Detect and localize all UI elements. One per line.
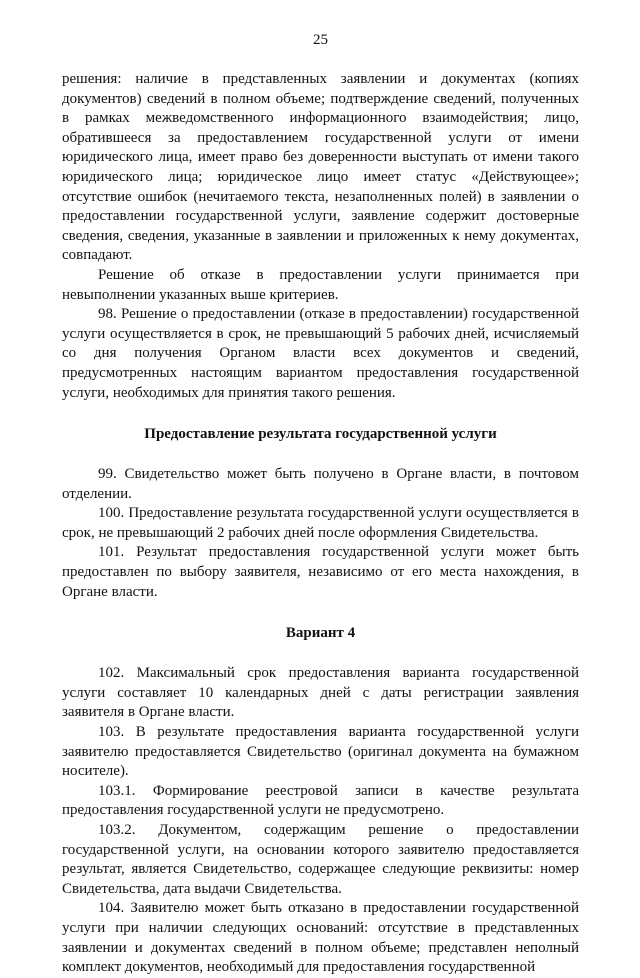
paragraph-101: 101. Результат предоставления государственной услуги может быть предоставлен по выбору заявителя, независимо от его места нахождения, в Органе власти. [62, 544, 579, 600]
section-heading-variant-4: Вариант 4 [285, 625, 356, 642]
paragraph-100: 100. Предоставление результата государственной услуги осуществляется в срок, не превышающий 2 рабочих дней после оформления Свидетельства. [62, 505, 579, 541]
paragraph-103: 103. В результате предоставления варианта государственной услуги заявителю предоставляется Свидетельство (оригинал документа на бумажном носителе). [62, 724, 579, 780]
paragraph-99: 99. Свидетельство может быть получено в Органе власти, в почтовом отделении. [62, 466, 579, 502]
paragraph-98: 98. Решение о предоставлении (отказе в предоставлении) государственной услуги осуществляется в срок, не превышающий 5 рабочих дней, исчисляемый со дня получения Органом власти всех документов и сведений, предусмотренных настоящим вариантом предоставления государственной услуги, необходимых для принятия такого решения. [62, 306, 579, 401]
paragraph-102: 102. Максимальный срок предоставления варианта государственной услуги составляет 10 календарных дней с даты регистрации заявления заявителя в Органе власти. [62, 665, 579, 721]
section-heading-result: Предоставление результата государственной услуги [144, 426, 497, 443]
paragraph-criteria-continued: решения: наличие в представленных заявлении и документах (копиях документов) сведений в полном объеме; подтверждение сведений, полученных в рамках межведомственного информационного взаимодействия; лицо, обратившееся за предоставлением государственной услуги от имени юридического лица, имеет право без доверенности выступать от имени такого юридического лица; юридическое лицо имеет статус «Действующее»; отсутствие ошибок (нечитаемого текста, незаполненных полей) в заявлении о предоставлении государственной услуги, заявление содержит достоверные сведения, сведения, указанные в заявлении и приложенных к нему документах, совпадают. [62, 71, 579, 264]
paragraph-refusal-decision: Решение об отказе в предоставлении услуги принимается при невыполнении указанных выше критериев. [62, 266, 579, 303]
page-number: 25 [313, 32, 328, 48]
paragraph-104: 104. Заявителю может быть отказано в предоставлении государственной услуги при наличии следующих оснований: отсутствие в представленных заявлении и документах сведений в полном объеме; представлен неполный комплект документов, необходимый для предоставления государственной [62, 900, 579, 976]
paragraph-103-1: 103.1. Формирование реестровой записи в качестве результата предоставления государственной услуги не предусмотрено. [62, 782, 579, 819]
paragraph-103-2: 103.2. Документом, содержащим решение о предоставлении государственной услуги, на основании которого заявителю предоставляется результат, является Свидетельство, содержащее следующие реквизиты: номер Свидетельства, дата выдачи Свидетельства. [62, 822, 579, 897]
